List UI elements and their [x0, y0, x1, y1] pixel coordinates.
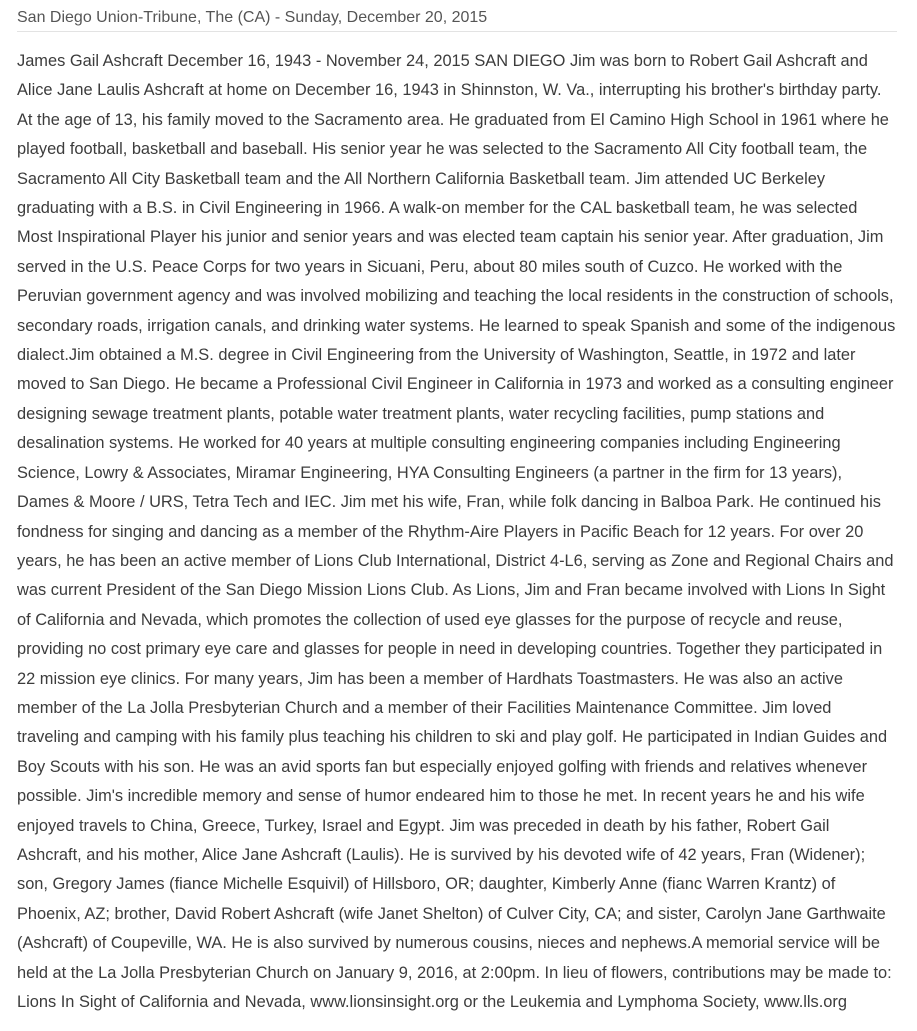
- obituary-body-text: James Gail Ashcraft December 16, 1943 - November 24, 2015 SAN DIEGO Jim was born to Robert Gail Ashcraft and Alice Jane Laulis Ashcraft at home on December 16, 1943 in Shinnston, W. Va., interrupting his brother's birthday party. At the age of 13, his family moved to the Sacramento area. He graduated from El Camino High School in 1961 where he played football, basketball and baseball. His senior year he was selected to the Sacramento All City football team, the Sacramento All City Basketball team and the All Northern California Basketball team. Jim attended UC Berkeley graduating with a B.S. in Civil Engineering in 1966. A walk-on member for the CAL basketball team, he was selected Most Inspirational Player his junior and senior years and was elected team captain his senior year. After graduation, Jim served in the U.S. Peace Corps for two years in Sicuani, Peru, about 80 miles south of Cuzco. He worked with the Peruvian government agency and was involved mobilizing and teaching the local residents in the construction of schools, secondary roads, irrigation canals, and drinking water systems. He learned to speak Spanish and some of the indigenous dialect.Jim obtained a M.S. degree in Civil Engineering from the University of Washington, Seattle, in 1972 and later moved to San Diego. He became a Professional Civil Engineer in California in 1973 and worked as a consulting engineer designing sewage treatment plants, potable water treatment plants, water recycling facilities, pump stations and desalination systems. He worked for 40 years at multiple consulting engineering companies including Engineering Science, Lowry & Associates, Miramar Engineering, HYA Consulting Engineers (a partner in the firm for 13 years), Dames & Moore / URS, Tetra Tech and IEC. Jim met his wife, Fran, while folk dancing in Balboa Park. He continued his fondness for singing and dancing as a member of the Rhythm-Aire Players in Pacific Beach for 12 years. For over 20 years, he has been an active member of Lions Club International, District 4-L6, serving as Zone and Regional Chairs and was current President of the San Diego Mission Lions Club. As Lions, Jim and Fran became involved with Lions In Sight of California and Nevada, which promotes the collection of used eye glasses for the purpose of recycle and reuse, providing no cost primary eye care and glasses for people in need in developing countries. Together they participated in 22 mission eye clinics. For many years, Jim has been a member of Hardhats Toastmasters. He was also an active member of the La Jolla Presbyterian Church and a member of their Facilities Maintenance Committee. Jim loved traveling and camping with his family plus teaching his children to ski and play golf. He participated in Indian Guides and Boy Scouts with his son. He was an avid sports fan but especially enjoyed golfing with friends and relatives whenever possible. Jim's incredible memory and sense of humor endeared him to those he met. In recent years he and his wife enjoyed travels to China, Greece, Turkey, Israel and Egypt. Jim was preceded in death by his father, Robert Gail Ashcraft, and his mother, Alice Jane Ashcraft (Laulis). He is survived by his devoted wife of 42 years, Fran (Widener); son, Gregory James (fiance Michelle Esquivil) of Hillsboro, OR; daughter, Kimberly Anne (fianc Warren Krantz) of Phoenix, AZ; brother, David Robert Ashcraft (wife Janet Shelton) of Culver City, CA; and sister, Carolyn Jane Garthwaite (Ashcraft) of Coupeville, WA. He is also survived by numerous cousins, nieces and nephews.A memorial service will be held at the La Jolla Presbyterian Church on January 9, 2016, at 2:00pm. In lieu of flowers, contributions may be made to: Lions In Sight of California and Nevada, www.lionsinsight.org or the Leukemia and Lymphoma Society, www.lls.org: [17, 52, 896, 1011]
- source-header: San Diego Union-Tribune, The (CA) - Sunday, December 20, 2015: [17, 0, 897, 32]
